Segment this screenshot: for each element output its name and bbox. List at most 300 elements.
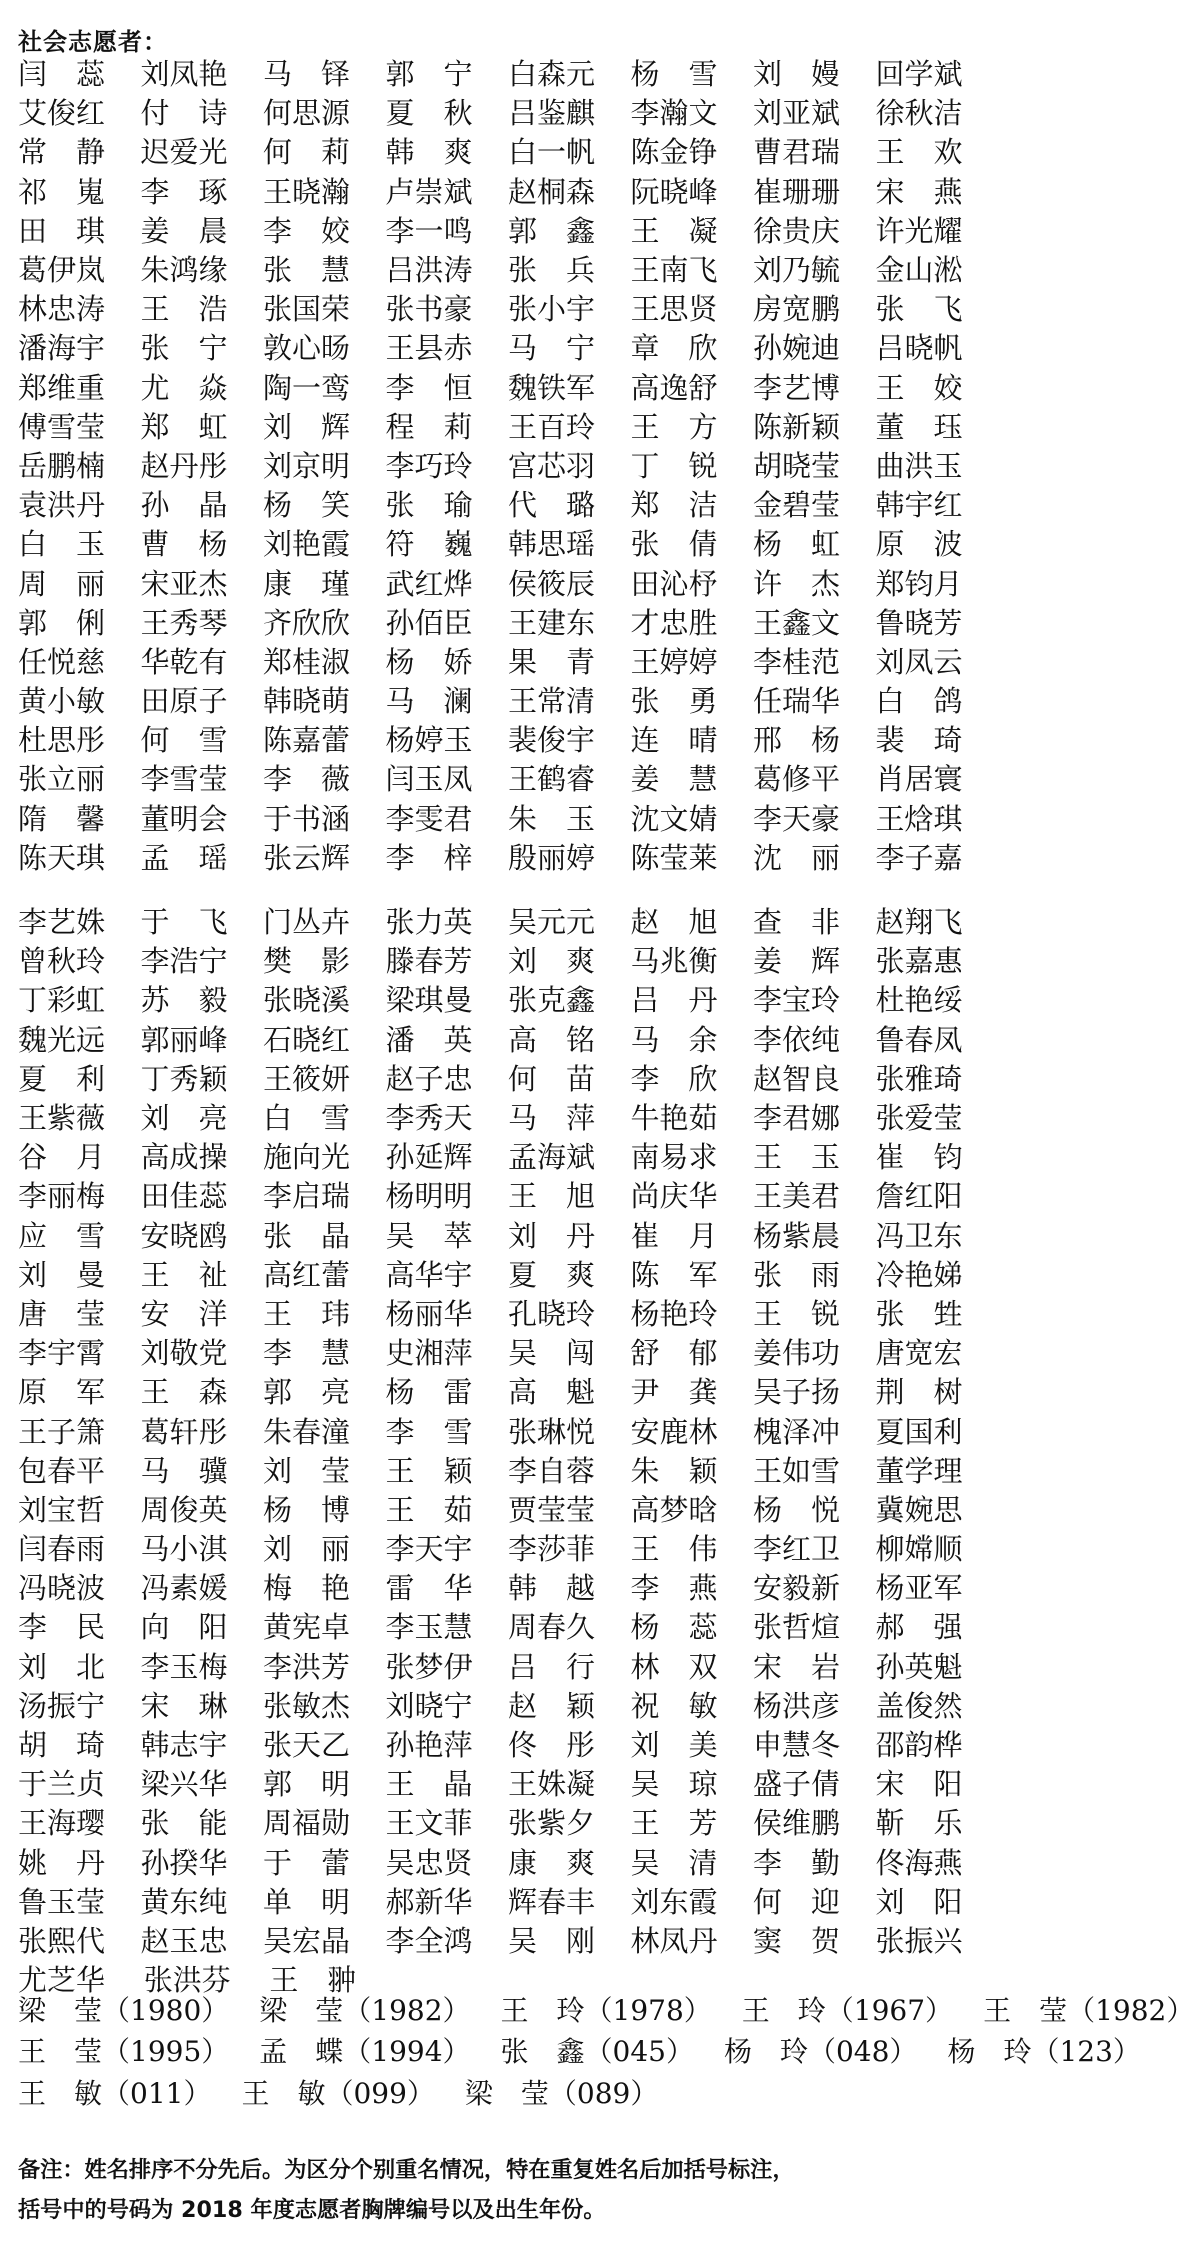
volunteer-name: 梅 艳: [263, 1571, 351, 1606]
volunteer-name: 王 锐: [753, 1296, 841, 1331]
volunteer-name: 靳 乐: [875, 1806, 963, 1841]
name-row: [18, 1295, 998, 1334]
volunteer-name: 王 玉: [753, 1140, 841, 1175]
volunteer-name: 梁琪曼: [385, 983, 473, 1018]
volunteer-name: 佟海燕: [875, 1845, 963, 1880]
volunteer-name: 张梦伊: [385, 1649, 473, 1684]
volunteer-name: 李依纯: [753, 1022, 841, 1057]
volunteer-name: 牛艳茹: [630, 1101, 718, 1136]
volunteer-name: 闫春雨: [18, 1532, 106, 1567]
volunteer-name: 王 颖: [385, 1453, 473, 1488]
volunteer-name: 南易求: [630, 1140, 718, 1175]
volunteer-name: 潘 英: [385, 1022, 473, 1057]
name-row: [18, 1412, 998, 1451]
volunteer-name: 朱鸿缘: [140, 253, 228, 288]
volunteer-name: 田原子: [140, 684, 228, 719]
volunteer-name: 沈文婧: [630, 801, 718, 836]
name-row: [18, 369, 998, 408]
volunteer-name: 金碧莹: [753, 488, 841, 523]
volunteer-name: 王子箫: [18, 1414, 106, 1449]
volunteer-name: 杨 虹: [753, 527, 841, 562]
name-row: [18, 1569, 998, 1608]
name-row: [18, 525, 998, 564]
volunteer-name: 张 雨: [753, 1257, 841, 1292]
duplicate-name-entry: 梁 莹（1982）: [259, 1993, 471, 2027]
volunteer-name: 李红卫: [753, 1532, 841, 1567]
volunteer-name: 韩宇红: [875, 488, 963, 523]
volunteer-name: 于书涵: [263, 801, 351, 836]
volunteer-name: 杨 悦: [753, 1492, 841, 1527]
volunteer-name: 才忠胜: [630, 605, 718, 640]
footnote: [18, 2150, 983, 2230]
volunteer-name: 迟爱光: [140, 135, 228, 170]
volunteer-name: 李 琢: [140, 174, 228, 209]
volunteer-name: 杜思彤: [18, 723, 106, 758]
volunteer-name: 郭 明: [263, 1767, 351, 1802]
volunteer-name: 孙佰臣: [385, 605, 473, 640]
section-heading: 社会志愿者：: [18, 28, 168, 56]
volunteer-name: 张晓溪: [263, 983, 351, 1018]
volunteer-name: 朱 颖: [630, 1453, 718, 1488]
volunteer-name: 陈新颖: [753, 409, 841, 444]
volunteer-name: 杨紫晨: [753, 1218, 841, 1253]
name-row: [18, 564, 998, 603]
volunteer-name: 吕 行: [508, 1649, 596, 1684]
volunteer-name: 曹 杨: [140, 527, 228, 562]
volunteer-name: 李巧玲: [385, 448, 473, 483]
volunteer-name: 刘敬党: [140, 1336, 228, 1371]
volunteer-name-grid-1: [18, 55, 998, 878]
volunteer-name: 辉春丰: [508, 1884, 596, 1919]
volunteer-name: 包春平: [18, 1453, 106, 1488]
name-row: [18, 1726, 998, 1765]
volunteer-name: 张 甡: [875, 1296, 963, 1331]
volunteer-name: 杨 娇: [385, 644, 473, 679]
volunteer-name: 吕鉴麒: [508, 96, 596, 131]
volunteer-name: 祝 敏: [630, 1688, 718, 1723]
volunteer-name: 曹君瑞: [753, 135, 841, 170]
volunteer-name: 张 宁: [140, 331, 228, 366]
volunteer-name: 祁 嵬: [18, 174, 106, 209]
volunteer-name: 吴忠贤: [385, 1845, 473, 1880]
volunteer-name: 鲁晓芳: [875, 605, 963, 640]
volunteer-name: 宋 阳: [875, 1767, 963, 1802]
volunteer-name: 吕 丹: [630, 983, 718, 1018]
volunteer-name: 李一鸣: [385, 213, 473, 248]
volunteer-name: 章 欣: [630, 331, 718, 366]
volunteer-name: 黄宪卓: [263, 1610, 351, 1645]
volunteer-name: 刘亚斌: [753, 96, 841, 131]
volunteer-name: 李桂范: [753, 644, 841, 679]
volunteer-name: 吴 清: [630, 1845, 718, 1880]
volunteer-name: 张克鑫: [508, 983, 596, 1018]
volunteer-name: 吴宏晶: [263, 1923, 351, 1958]
volunteer-name: 高红蕾: [263, 1257, 351, 1292]
name-row: [18, 1687, 998, 1726]
volunteer-name: 岳鹏楠: [18, 448, 106, 483]
name-row: [18, 55, 998, 94]
volunteer-name: 任悦慈: [18, 644, 106, 679]
volunteer-name: 王鑫文: [753, 605, 841, 640]
volunteer-name: 韩 越: [508, 1571, 596, 1606]
volunteer-name: 崔 月: [630, 1218, 718, 1253]
volunteer-name: 张 飞: [875, 292, 963, 327]
volunteer-name: 王晓瀚: [263, 174, 351, 209]
volunteer-name: 单 明: [263, 1884, 351, 1919]
name-row: [18, 1648, 998, 1687]
volunteer-name: 高 铭: [508, 1022, 596, 1057]
volunteer-name: 刘京明: [263, 448, 351, 483]
volunteer-name: 马 宁: [508, 331, 596, 366]
footnote-line: 备注：姓名排序不分先后。为区分个别重名情况，特在重复姓名后加括号标注，: [18, 2157, 795, 2183]
volunteer-name: 张云辉: [263, 840, 351, 875]
volunteer-name: 李子嘉: [875, 840, 963, 875]
volunteer-name: 王百玲: [508, 409, 596, 444]
volunteer-name: 李 恒: [385, 370, 473, 405]
volunteer-name: 王文菲: [385, 1806, 473, 1841]
volunteer-name: 向 阳: [140, 1610, 228, 1645]
volunteer-name: 周 丽: [18, 566, 106, 601]
volunteer-name: 许 杰: [753, 566, 841, 601]
volunteer-name: 何 雪: [140, 723, 228, 758]
volunteer-name: 陈莹莱: [630, 840, 718, 875]
volunteer-name: 裴 琦: [875, 723, 963, 758]
volunteer-name: 尹 龚: [630, 1375, 718, 1410]
duplicate-name-entry: 王 玲（1978）: [500, 1993, 712, 2027]
volunteer-name: 姜 辉: [753, 944, 841, 979]
volunteer-name: 王 祉: [140, 1257, 228, 1292]
volunteer-name: 丁 锐: [630, 448, 718, 483]
volunteer-name: 汤振宁: [18, 1688, 106, 1723]
name-row: [18, 1530, 998, 1569]
volunteer-name: 杨亚军: [875, 1571, 963, 1606]
volunteer-name: 刘东霞: [630, 1884, 718, 1919]
volunteer-name: 赵玉忠: [140, 1923, 228, 1958]
name-row: [18, 981, 998, 1020]
volunteer-name: 高成操: [140, 1140, 228, 1175]
volunteer-name: 冯素媛: [140, 1571, 228, 1606]
volunteer-name: 房宽鹏: [753, 292, 841, 327]
volunteer-name: 窦 贺: [753, 1923, 841, 1958]
name-row: [18, 290, 998, 329]
volunteer-name: 贾莹莹: [508, 1492, 596, 1527]
volunteer-name: 敦心旸: [263, 331, 351, 366]
volunteer-name: 孙延辉: [385, 1140, 473, 1175]
volunteer-name: 田佳蕊: [140, 1179, 228, 1214]
duplicate-name-entry: 梁 莹（1980）: [18, 1993, 230, 2027]
volunteer-name: 王 晶: [385, 1767, 473, 1802]
volunteer-name: 周春久: [508, 1610, 596, 1645]
volunteer-name: 盖俊然: [875, 1688, 963, 1723]
name-row: [18, 1099, 998, 1138]
volunteer-name: 韩思瑶: [508, 527, 596, 562]
volunteer-name: 王筱妍: [263, 1061, 351, 1096]
name-row: [18, 604, 998, 643]
volunteer-name: 胡 琦: [18, 1728, 106, 1763]
volunteer-name: 王如雪: [753, 1453, 841, 1488]
volunteer-name: 赵翔飞: [875, 905, 963, 940]
volunteer-name: 吴 琼: [630, 1767, 718, 1802]
volunteer-name: 申慧冬: [753, 1728, 841, 1763]
volunteer-name: 张力英: [385, 905, 473, 940]
volunteer-name: 王秀琴: [140, 605, 228, 640]
name-row: [18, 94, 998, 133]
volunteer-name: 原 波: [875, 527, 963, 562]
volunteer-name: 姜 慧: [630, 762, 718, 797]
volunteer-name: 张小宇: [508, 292, 596, 327]
volunteer-name: 张洪芬: [143, 1963, 231, 1998]
volunteer-name: 刘 美: [630, 1728, 718, 1763]
volunteer-name: 于 飞: [140, 905, 228, 940]
volunteer-name: 王 玮: [263, 1296, 351, 1331]
volunteer-name: 冀婉思: [875, 1492, 963, 1527]
volunteer-name: 梁兴华: [140, 1767, 228, 1802]
volunteer-name: 王南飞: [630, 253, 718, 288]
volunteer-name: 张国荣: [263, 292, 351, 327]
volunteer-name: 代 璐: [508, 488, 596, 523]
name-row: [18, 1804, 998, 1843]
volunteer-name: 白 玉: [18, 527, 106, 562]
volunteer-name: 袁洪丹: [18, 488, 106, 523]
volunteer-name: 陈天琪: [18, 840, 106, 875]
volunteer-name: 李瀚文: [630, 96, 718, 131]
volunteer-name: 王 翀: [269, 1963, 357, 1998]
volunteer-name: 门丛卉: [263, 905, 351, 940]
volunteer-name: 高 魁: [508, 1375, 596, 1410]
volunteer-name: 李雯君: [385, 801, 473, 836]
volunteer-name: 宋 琳: [140, 1688, 228, 1723]
duplicate-names-list: [18, 1990, 1194, 2115]
volunteer-name: 李洪芳: [263, 1649, 351, 1684]
name-row: [18, 1765, 998, 1804]
volunteer-name: 李秀天: [385, 1101, 473, 1136]
volunteer-name: 邵韵桦: [875, 1728, 963, 1763]
volunteer-name: 曲洪玉: [875, 448, 963, 483]
volunteer-name: 赵桐森: [508, 174, 596, 209]
volunteer-name: 杨艳玲: [630, 1296, 718, 1331]
volunteer-name: 朱春潼: [263, 1414, 351, 1449]
volunteer-name: 王 浩: [140, 292, 228, 327]
volunteer-name: 杨 博: [263, 1492, 351, 1527]
volunteer-name: 葛修平: [753, 762, 841, 797]
volunteer-name: 丁彩虹: [18, 983, 106, 1018]
volunteer-name: 闫玉凤: [385, 762, 473, 797]
volunteer-name: 刘 亮: [140, 1101, 228, 1136]
volunteer-name: 崔珊珊: [753, 174, 841, 209]
volunteer-name: 唐宽宏: [875, 1336, 963, 1371]
volunteer-name: 王婷婷: [630, 644, 718, 679]
volunteer-name: 韩 爽: [385, 135, 473, 170]
volunteer-name: 樊 影: [263, 944, 351, 979]
volunteer-name: 马 铎: [263, 57, 351, 92]
volunteer-name: 苏 毅: [140, 983, 228, 1018]
volunteer-name: 石晓红: [263, 1022, 351, 1057]
name-row: [18, 1060, 998, 1099]
volunteer-name: 杨 蕊: [630, 1610, 718, 1645]
volunteer-name: 杨明明: [385, 1179, 473, 1214]
volunteer-name-grid-2: [18, 903, 998, 2000]
volunteer-name: 马 澜: [385, 684, 473, 719]
volunteer-name: 刘 辉: [263, 409, 351, 444]
name-row: [18, 1922, 998, 1961]
volunteer-name: 李天宇: [385, 1532, 473, 1567]
duplicate-name-entry: 孟 蝶（1994）: [259, 2035, 471, 2069]
volunteer-name: 雷 华: [385, 1571, 473, 1606]
volunteer-name: 郭 鑫: [508, 213, 596, 248]
volunteer-name: 徐秋洁: [875, 96, 963, 131]
name-row: [18, 173, 998, 212]
volunteer-name: 张立丽: [18, 762, 106, 797]
name-row: [18, 1334, 998, 1373]
volunteer-name: 马小淇: [140, 1532, 228, 1567]
duplicate-name-entry: 王 玲（1967）: [741, 1993, 954, 2027]
volunteer-name: 郭 宁: [385, 57, 473, 92]
duplicate-name-entry: 梁 莹（089）: [464, 2076, 659, 2110]
volunteer-name: 安鹿林: [630, 1414, 718, 1449]
volunteer-name: 杨 雪: [630, 57, 718, 92]
volunteer-name: 田沁杼: [630, 566, 718, 601]
volunteer-name: 白森元: [508, 57, 596, 92]
volunteer-name: 康 爽: [508, 1845, 596, 1880]
volunteer-name: 李启瑞: [263, 1179, 351, 1214]
name-row: [18, 903, 998, 942]
volunteer-name: 张振兴: [875, 1923, 963, 1958]
volunteer-name: 孙 晶: [140, 488, 228, 523]
footnote-line: 括号中的号码为 2018 年度志愿者胸牌编号以及出生年份。: [18, 2197, 606, 2223]
volunteer-name: 马 余: [630, 1022, 718, 1057]
volunteer-name: 柳嫦顺: [875, 1532, 963, 1567]
volunteer-name: 唐 莹: [18, 1296, 106, 1331]
volunteer-name: 王 欢: [875, 135, 963, 170]
duplicate-name-entry: 杨 玲（123）: [947, 2035, 1141, 2069]
volunteer-name: 马兆衡: [630, 944, 718, 979]
volunteer-name: 艾俊红: [18, 96, 106, 131]
volunteer-name: 何思源: [263, 96, 351, 131]
volunteer-name: 黄东纯: [140, 1884, 228, 1919]
volunteer-name: 回学斌: [875, 57, 963, 92]
volunteer-name: 盛子倩: [753, 1767, 841, 1802]
volunteer-name: 孙英魁: [875, 1649, 963, 1684]
volunteer-name: 刘宝哲: [18, 1492, 106, 1527]
volunteer-name: 曾秋玲: [18, 944, 106, 979]
volunteer-name: 李 燕: [630, 1571, 718, 1606]
volunteer-name: 安 洋: [140, 1296, 228, 1331]
volunteer-name: 刘 嫚: [753, 57, 841, 92]
volunteer-name: 胡晓莹: [753, 448, 841, 483]
volunteer-name: 吴 萃: [385, 1218, 473, 1253]
volunteer-name: 李宇霄: [18, 1336, 106, 1371]
volunteer-name: 李雪莹: [140, 762, 228, 797]
name-row: [18, 1844, 998, 1883]
volunteer-name: 应 雪: [18, 1218, 106, 1253]
volunteer-name: 裴俊宇: [508, 723, 596, 758]
volunteer-name: 张 晶: [263, 1218, 351, 1253]
volunteer-name: 付 诗: [140, 96, 228, 131]
volunteer-name: 魏铁军: [508, 370, 596, 405]
volunteer-name: 康 瑾: [263, 566, 351, 601]
volunteer-name: 何 莉: [263, 135, 351, 170]
volunteer-name: 连 晴: [630, 723, 718, 758]
volunteer-name: 刘凤云: [875, 644, 963, 679]
volunteer-name: 谷 月: [18, 1140, 106, 1175]
volunteer-name: 李全鸿: [385, 1923, 473, 1958]
duplicate-name-entry: 王 莹（1982）: [983, 1993, 1194, 2027]
volunteer-name: 李 勤: [753, 1845, 841, 1880]
volunteer-name: 李艺姝: [18, 905, 106, 940]
name-row: [18, 486, 998, 525]
volunteer-name: 高梦晗: [630, 1492, 718, 1527]
volunteer-name: 张琳悦: [508, 1414, 596, 1449]
volunteer-name: 张 慧: [263, 253, 351, 288]
volunteer-name: 董学理: [875, 1453, 963, 1488]
duplicate-name-entry: 王 敏（099）: [241, 2076, 435, 2110]
name-row: [18, 1021, 998, 1060]
volunteer-name: 王 伟: [630, 1532, 718, 1567]
volunteer-name: 林凤丹: [630, 1923, 718, 1958]
volunteer-name: 金山淞: [875, 253, 963, 288]
volunteer-name: 白 雪: [263, 1101, 351, 1136]
volunteer-name: 于 蕾: [263, 1845, 351, 1880]
volunteer-name: 果 青: [508, 644, 596, 679]
volunteer-name: 刘 莹: [263, 1453, 351, 1488]
name-row: [18, 408, 998, 447]
volunteer-name: 荆 树: [875, 1375, 963, 1410]
volunteer-name: 陈嘉蕾: [263, 723, 351, 758]
volunteer-name: 安毅新: [753, 1571, 841, 1606]
volunteer-name: 赵 颖: [508, 1688, 596, 1723]
duplicate-name-row: [18, 2073, 998, 2115]
name-row: [18, 942, 998, 981]
volunteer-name: 赵 旭: [630, 905, 718, 940]
volunteer-name: 沈 丽: [753, 840, 841, 875]
duplicate-name-row: [18, 2032, 1141, 2074]
volunteer-name: 孟 瑶: [140, 840, 228, 875]
volunteer-name: 刘晓宁: [385, 1688, 473, 1723]
duplicate-name-entry: 王 莹（1995）: [18, 2035, 230, 2069]
volunteer-name: 白 鸽: [875, 684, 963, 719]
volunteer-name: 鲁春凤: [875, 1022, 963, 1057]
volunteer-name: 李艺博: [753, 370, 841, 405]
volunteer-name: 程 莉: [385, 409, 473, 444]
volunteer-name: 杨 雷: [385, 1375, 473, 1410]
volunteer-name: 刘 阳: [875, 1884, 963, 1919]
volunteer-name: 赵智良: [753, 1061, 841, 1096]
name-row: [18, 329, 998, 368]
volunteer-name: 魏光远: [18, 1022, 106, 1057]
volunteer-name: 佟 彤: [508, 1728, 596, 1763]
volunteer-name: 杜艳绥: [875, 983, 963, 1018]
volunteer-name: 张雅琦: [875, 1061, 963, 1096]
name-row: [18, 1217, 998, 1256]
volunteer-name: 李君娜: [753, 1101, 841, 1136]
volunteer-name: 刘 丹: [508, 1218, 596, 1253]
duplicate-name-entry: 王 敏（011）: [18, 2076, 212, 2110]
volunteer-name: 徐贵庆: [753, 213, 841, 248]
volunteer-name: 王海璎: [18, 1806, 106, 1841]
volunteer-name: 史湘萍: [385, 1336, 473, 1371]
volunteer-name: 孟海斌: [508, 1140, 596, 1175]
volunteer-name: 张 兵: [508, 253, 596, 288]
volunteer-name: 尤芝华: [18, 1963, 106, 1998]
volunteer-name: 赵丹彤: [140, 448, 228, 483]
volunteer-name: 滕春芳: [385, 944, 473, 979]
name-row: [18, 1452, 998, 1491]
volunteer-name: 刘 北: [18, 1649, 106, 1684]
volunteer-name: 齐欣欣: [263, 605, 351, 640]
volunteer-name: 吴 闯: [508, 1336, 596, 1371]
volunteer-name: 武红烨: [385, 566, 473, 601]
volunteer-name: 李 民: [18, 1610, 106, 1645]
